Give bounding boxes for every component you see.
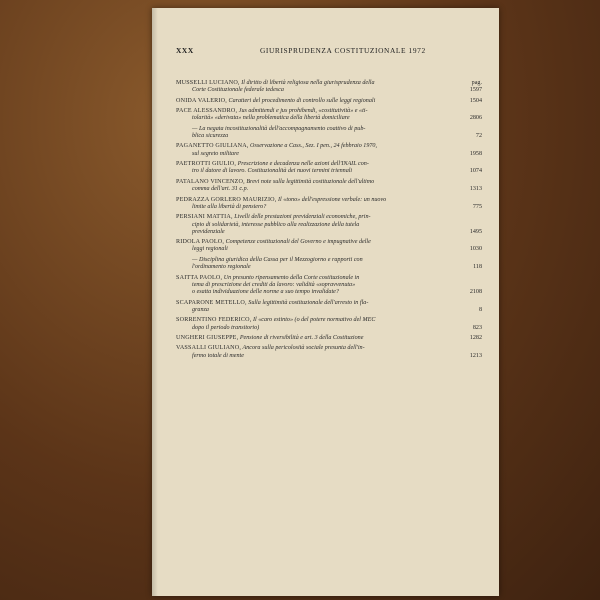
- entry-line: [176, 345, 456, 352]
- entry-page-number: 1597: [469, 87, 482, 94]
- running-title: GIURISPRUDENZA COSTITUZIONALE 1972: [260, 46, 426, 55]
- entry-line: tolarità» «derivata» nella problematica della libertà domiciliare: [192, 115, 350, 122]
- book-page: [152, 8, 499, 596]
- entry-title: Pensione di riversibilità e art. 3 della Costituzione: [238, 334, 364, 341]
- index-entry: [176, 179, 482, 194]
- index-entry: [176, 345, 482, 360]
- entry-title: Un presunto ripensamento della Corte costituzionale in: [222, 274, 360, 281]
- entry-line: tro il datore di lavoro. Costituzionalità dei nuovi termini triennali: [192, 168, 353, 175]
- entry-line: [176, 143, 456, 150]
- entry-line: [176, 317, 456, 324]
- entry-author: SORRENTINO FEDERICO,: [176, 317, 252, 324]
- entry-line: [176, 214, 456, 221]
- index-entry: [176, 197, 482, 212]
- entry-page-number: 2108: [469, 289, 482, 296]
- entry-author: RIDOLA PAOLO,: [176, 239, 225, 246]
- entry-page-number: 118: [473, 264, 482, 271]
- entry-line: previdenziale: [192, 228, 225, 235]
- entry-line: [176, 335, 456, 342]
- entry-page-number: 1282: [469, 334, 482, 341]
- entry-title: Il «tono» dell'espressione verbale: un nuovo: [276, 196, 387, 203]
- entry-author: PACE ALESSANDRO,: [176, 108, 238, 115]
- entry-line: granza: [192, 306, 209, 313]
- entry-author: PATALANO VINCENZO,: [176, 178, 245, 185]
- entry-line: dopo il periodo transitorio): [192, 324, 260, 331]
- entry-author: SCAPARONE METELLO,: [176, 299, 247, 306]
- entry-author: PEDRAZZA GORLERO MAURIZIO,: [176, 196, 277, 203]
- entry-line: [176, 197, 456, 204]
- entry-line: o esatta individuazione delle norme a suo tempo invalidate?: [192, 289, 339, 296]
- entry-line: tema di prescrizione dei crediti da lavoro: validità «sopravvenuta»: [192, 281, 356, 288]
- entry-page-number: 1504: [469, 97, 482, 104]
- entry-page-number: 775: [472, 203, 482, 210]
- entry-page-number: 1313: [469, 186, 482, 193]
- index-entry: [176, 143, 482, 158]
- entry-line: cipio di solidarietà, interesse pubblico alla realizzazione della tutela: [192, 221, 360, 228]
- entry-line: [176, 275, 456, 282]
- entry-line: [176, 161, 456, 168]
- entry-page-number: 823: [472, 324, 482, 331]
- entry-author: UNGHERI GIUSEPPE,: [176, 334, 239, 341]
- entry-author: SAITTA PAOLO,: [176, 274, 223, 281]
- entry-line: [176, 179, 456, 186]
- entry-page-number: 1213: [469, 352, 482, 359]
- entry-page-number: 72: [475, 133, 482, 140]
- entry-author: PAETROTTI GIULIO,: [176, 161, 237, 168]
- page-number: XXX: [176, 46, 194, 55]
- index-entry: [176, 80, 482, 95]
- entry-line: [176, 239, 456, 246]
- entry-line: — La negata incostituzionalità dell'accompagnamento coattivo di pub-: [192, 125, 366, 132]
- entry-title: Livelli delle prestazioni previdenziali economiche, prin-: [232, 214, 371, 221]
- index-entry: [176, 317, 482, 332]
- entry-author: PERSIANI MATTIA,: [176, 214, 233, 221]
- entry-line: limite alla libertà di pensiero?: [192, 203, 267, 210]
- page-label: pag.: [471, 80, 482, 86]
- entry-title: Ancora sulla pericolosità sociale presunta dell'in-: [241, 345, 365, 352]
- entry-line: [176, 108, 456, 115]
- index-entry: [176, 161, 482, 176]
- entry-page-number: 1074: [469, 168, 482, 175]
- entry-page-number: 1495: [469, 228, 482, 235]
- index-entry: [176, 239, 482, 254]
- entry-line: Corte Costituzionale federale tedesca: [192, 87, 284, 94]
- entry-title: Caratteri del procedimento di controllo sulle leggi regionali: [227, 97, 376, 104]
- entry-author: MUSSELLI LUCIANO,: [176, 80, 240, 86]
- entry-line: leggi regionali: [192, 246, 228, 253]
- entry-author: ONIDA VALERIO,: [176, 97, 227, 104]
- entry-title: Jus admittendi e jus prohibendi, «costitutività» e «ti-: [237, 108, 368, 115]
- entry-title: Brevi note sulla legittimità costituzionale dell'ultimo: [244, 178, 375, 185]
- entry-title: Competenze costituzionali del Governo e impugnative delle: [224, 239, 371, 246]
- entry-line: sul segreto militare: [192, 150, 239, 157]
- entry-title: Osservazione a Cass., Sez. I pen., 24 febbraio 1970,: [248, 143, 377, 150]
- entry-title: Sulla legittimità costituzionale dell'arresto in fla-: [246, 299, 369, 306]
- entry-line: l'ordinamento regionale: [192, 264, 251, 271]
- index-entry: [176, 126, 482, 141]
- entry-line: blica sicurezza: [192, 133, 229, 140]
- entry-page-number: 8: [478, 306, 482, 313]
- index-entry: [176, 300, 482, 315]
- entry-title: Il diritto di libertà religiosa nella giurisprudenza della: [239, 80, 375, 86]
- index-entry: [176, 257, 482, 272]
- entry-page-number: 1958: [469, 150, 482, 157]
- page-gutter-shadow: [152, 8, 158, 596]
- entry-author: VASSALLI GIULIANO,: [176, 345, 242, 352]
- entry-line: fermo totale di mente: [192, 352, 244, 359]
- index-entry: [176, 275, 482, 297]
- index-entry: [176, 335, 482, 342]
- entry-line: [176, 98, 456, 105]
- entry-line: [176, 300, 456, 307]
- entry-page-number: 1030: [469, 246, 482, 253]
- index-entries: [176, 80, 482, 363]
- index-entry: [176, 214, 482, 236]
- index-entry: [176, 108, 482, 123]
- entry-title: Il «caro estinto» (o del potere normativo del MEC: [251, 317, 376, 324]
- entry-line: comma dell'art. 31 c.p.: [192, 186, 249, 193]
- entry-author: PAGANETTO GIULIANA,: [176, 143, 249, 150]
- entry-page-number: 2806: [469, 115, 482, 122]
- entry-line: — Disciplina giuridica della Cassa per il Mezzogiorno e rapporti con: [192, 256, 363, 263]
- entry-title: Prescrizione e decadenza nelle azioni dell'INAIL con-: [236, 161, 369, 168]
- index-entry: [176, 98, 482, 105]
